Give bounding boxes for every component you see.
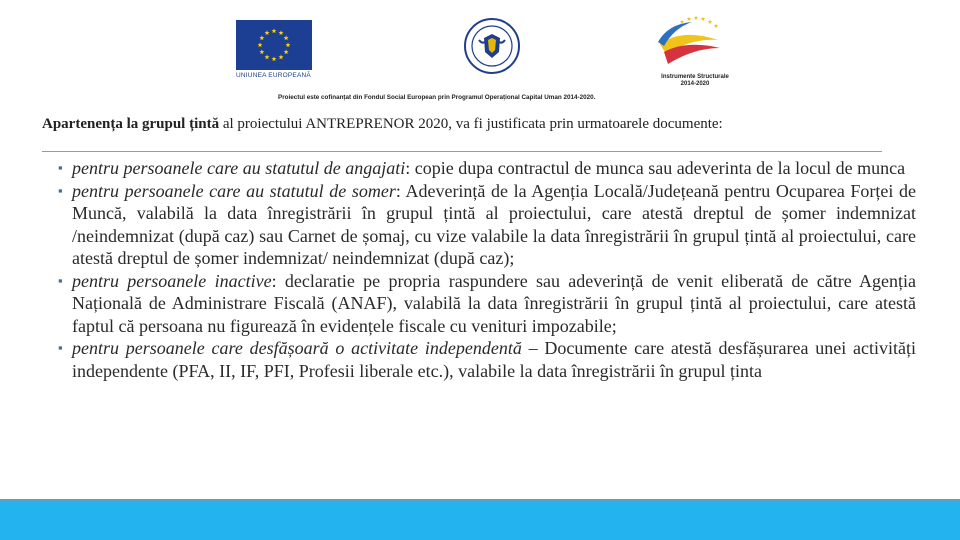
logo-banner bbox=[0, 0, 960, 108]
category-text: : copie dupa contractul de munca sau adeverinta de la locul de munca bbox=[405, 158, 906, 178]
eu-flag-icon bbox=[236, 20, 312, 70]
government-seal-icon bbox=[464, 18, 520, 74]
is-star-icon bbox=[714, 24, 719, 28]
cofinancing-note: Proiectul este cofinanțat din Fondul Social European prin Programul Operațional Capital Uman 2014-2020. bbox=[278, 94, 596, 101]
eu-label: UNIUNEA EUROPEANĂ bbox=[236, 72, 311, 79]
intro-bold: Apartenența la grupul țintă bbox=[42, 116, 220, 132]
square-bullet-icon: ▪ bbox=[58, 272, 63, 288]
category-label: pentru persoanele care au statutul de somer bbox=[72, 180, 396, 201]
is-label-line1: Instrumente Structurale bbox=[661, 74, 729, 80]
category-label: pentru persoanele inactive bbox=[72, 270, 272, 291]
category-label: pentru persoanele care au statutul de angajati bbox=[72, 158, 406, 178]
list-item bbox=[58, 180, 916, 270]
category-text: : Adeverință de la Agenția Locală/Județeană pentru Ocuparea Forței de Muncă, valabilă la data înregistrării în grupul țintă al proiectului, care atestă dreptul de șomer indemnizat /neindemnizat (după caz) sau Carnet de șomaj, cu vize valabile la data înregistrării în grupul țintă al proiectului, care atestă dreptul de șomer indemnizat/ neindemnizat (după caz); bbox=[72, 180, 916, 268]
instrumente-structurale-label bbox=[650, 74, 740, 88]
intro-rest: al proiectului ANTREPRENOR 2020, va fi justificata prin urmatoarele documente: bbox=[219, 116, 723, 132]
square-bullet-icon: ▪ bbox=[58, 182, 63, 198]
square-bullet-icon: ▪ bbox=[58, 160, 63, 175]
category-text: : declaratie pe propria raspundere sau adeverință de venit eliberată de către Agenția Națională de Administrare Fiscală (ANAF), valabilă la data înregistrării în grupul țintă al proiectului, care atestă faptul că persoana nu figurează în evidențele fiscale cu venituri impozabile; bbox=[72, 270, 916, 336]
list-item bbox=[58, 337, 916, 382]
is-star-icon bbox=[687, 17, 692, 21]
footer-band bbox=[0, 502, 960, 540]
instrumente-structurale-logo-icon bbox=[652, 14, 726, 74]
document-list bbox=[58, 157, 916, 382]
is-label-line2: 2014-2020 bbox=[680, 81, 710, 87]
list-item bbox=[58, 157, 916, 180]
is-star-icon bbox=[694, 16, 699, 20]
intro-paragraph bbox=[42, 116, 916, 132]
list-item bbox=[58, 270, 916, 338]
square-bullet-icon: ▪ bbox=[58, 340, 63, 355]
category-text: – Documente care atestă desfășurarea unei activități independente (PFA, II, IF, PFI, Profesii liberale etc.), valabile la data înregistrării în grupul ținta bbox=[72, 338, 916, 381]
divider bbox=[42, 151, 882, 152]
is-star-icon bbox=[701, 17, 706, 21]
is-star-icon bbox=[708, 20, 713, 24]
category-label: pentru persoanele care desfășoară o activitate independentă bbox=[72, 338, 522, 358]
